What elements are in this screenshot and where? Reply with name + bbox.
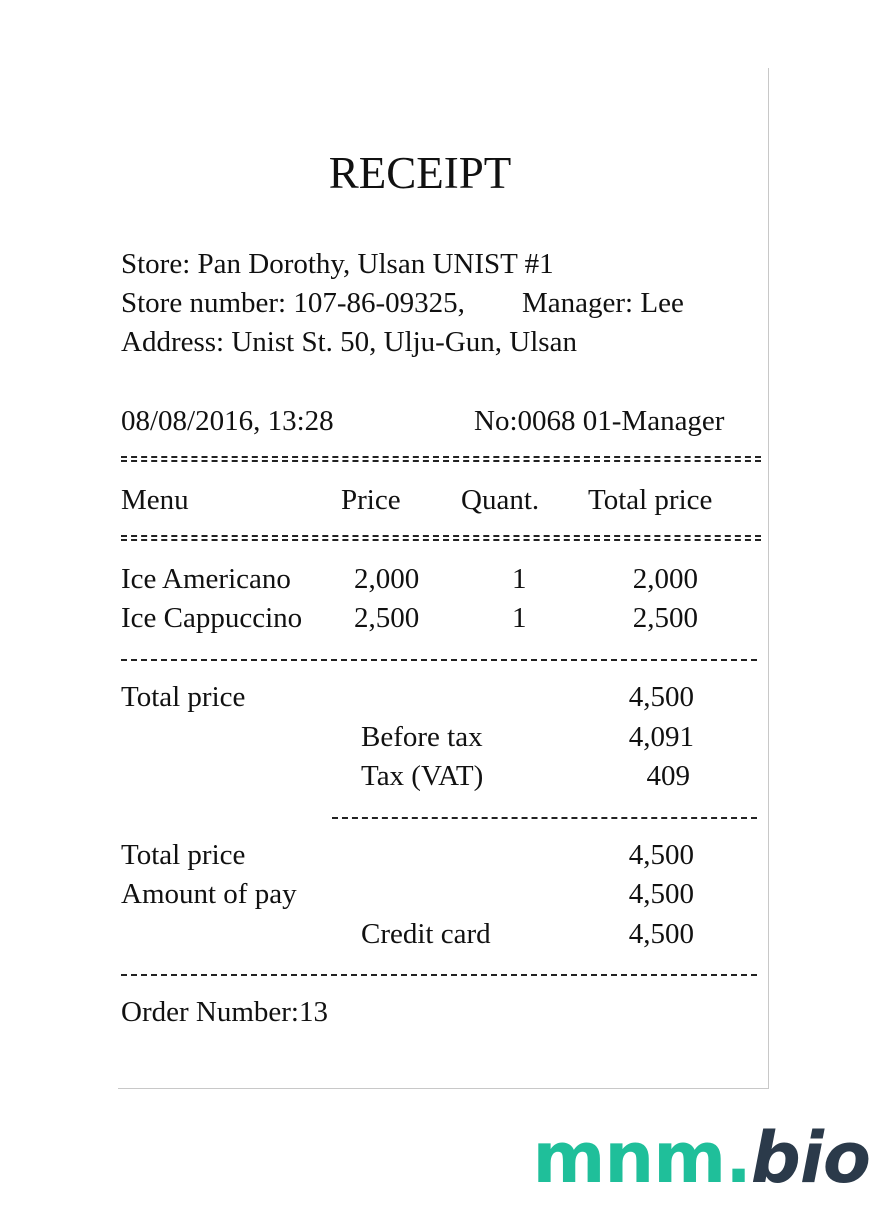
watermark-part-2: bio <box>750 1117 870 1199</box>
payment-total-label: Total price <box>121 839 246 871</box>
column-menu: Menu <box>121 484 189 516</box>
amount-of-pay-label: Amount of pay <box>121 878 297 910</box>
divider-dashed <box>121 659 757 661</box>
credit-card-value: 4,500 <box>628 918 694 950</box>
before-tax-value: 4,091 <box>628 721 694 753</box>
column-total: Total price <box>588 484 713 516</box>
item-total: 2,000 <box>632 563 698 595</box>
column-price: Price <box>341 484 401 516</box>
watermark-logo <box>532 1118 870 1198</box>
tax-label: Tax (VAT) <box>361 760 484 792</box>
credit-card-label: Credit card <box>361 918 491 950</box>
before-tax-label: Before tax <box>361 721 483 753</box>
divider-double <box>121 456 761 462</box>
store-number: Store number: 107-86-09325, <box>121 287 465 319</box>
item-price: 2,500 <box>354 602 420 634</box>
address: Address: Unist St. 50, Ulju-Gun, Ulsan <box>121 326 577 358</box>
tax-value: 409 <box>646 760 690 792</box>
payment-total-value: 4,500 <box>628 839 694 871</box>
divider-double <box>121 535 761 541</box>
total-price-value: 4,500 <box>628 681 694 713</box>
item-menu: Ice Americano <box>121 563 291 595</box>
datetime: 08/08/2016, 13:28 <box>121 405 334 437</box>
store-line: Store: Pan Dorothy, Ulsan UNIST #1 <box>121 248 554 280</box>
item-quantity: 1 <box>512 602 527 634</box>
item-quantity: 1 <box>512 563 527 595</box>
transaction-number: No:0068 01-Manager <box>474 405 725 437</box>
receipt-title: RECEIPT <box>328 148 512 198</box>
manager: Manager: Lee <box>522 287 684 319</box>
item-price: 2,000 <box>354 563 420 595</box>
order-number: Order Number:13 <box>121 996 328 1028</box>
item-total: 2,500 <box>632 602 698 634</box>
amount-of-pay-value: 4,500 <box>628 878 694 910</box>
total-price-label: Total price <box>121 681 246 713</box>
column-quantity: Quant. <box>461 484 540 516</box>
item-menu: Ice Cappuccino <box>121 602 303 634</box>
divider-dashed <box>121 974 757 976</box>
watermark-part-1: mnm. <box>532 1117 751 1199</box>
divider-dashed-short <box>332 817 757 819</box>
